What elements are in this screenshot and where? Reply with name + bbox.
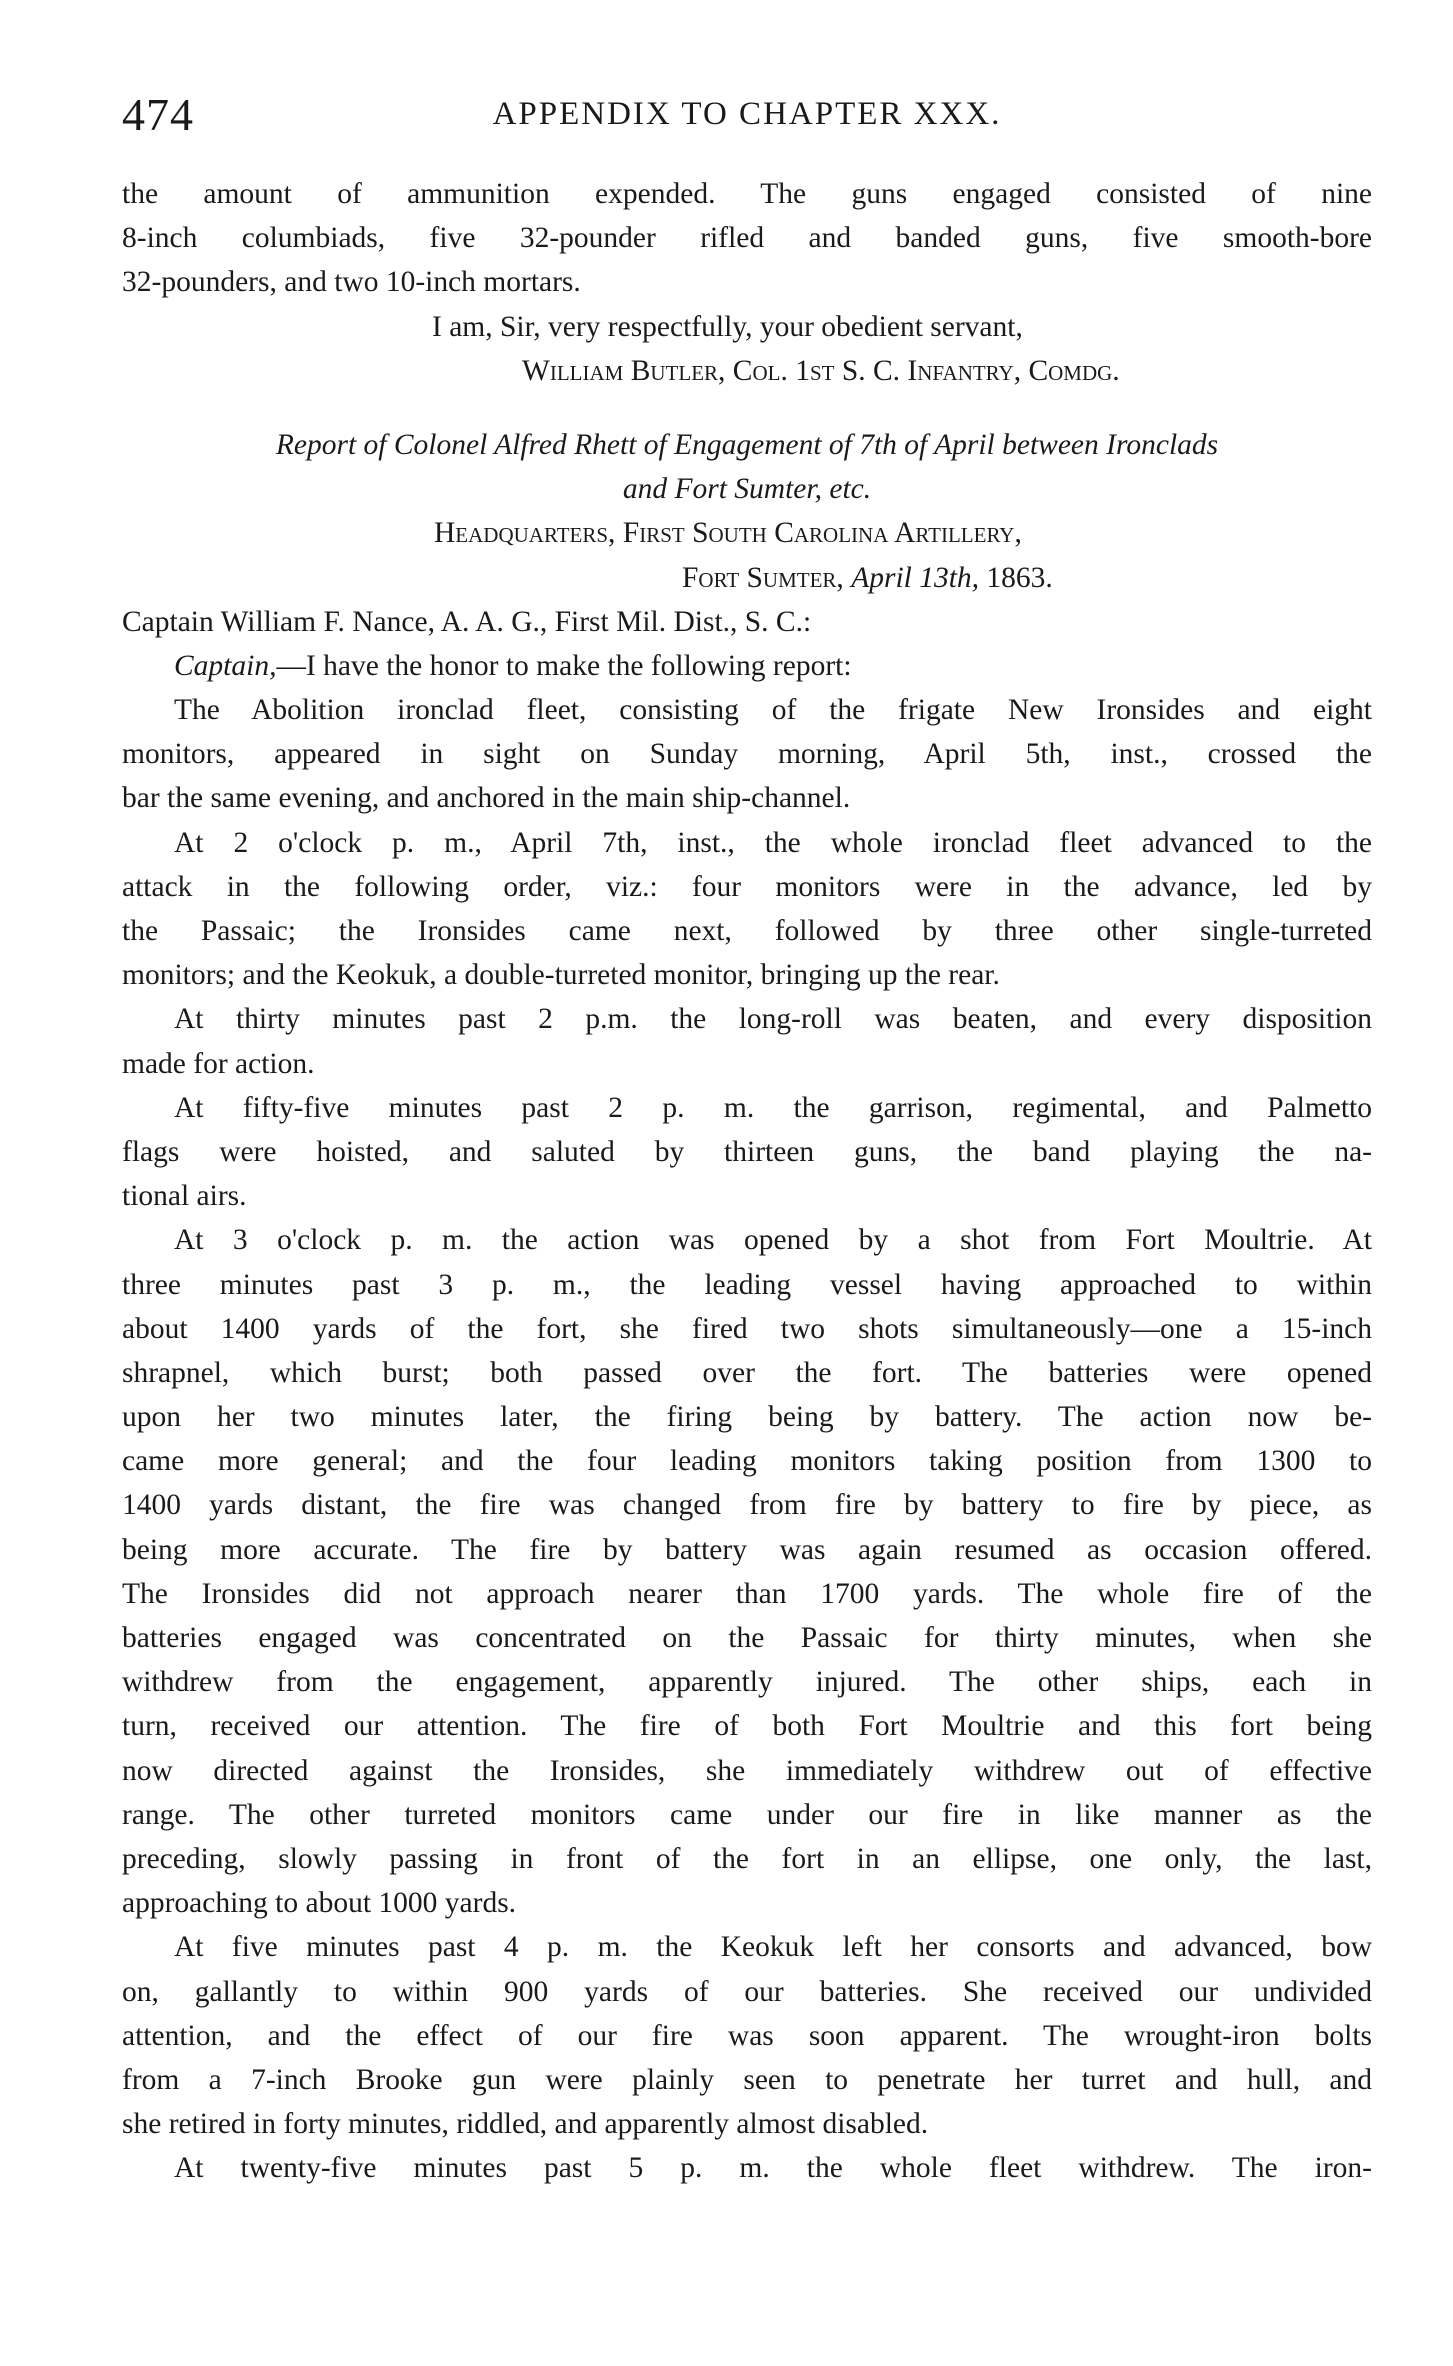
text-line: 1400 yards distant, the fire was changed from fire by battery to fire by piece, as — [122, 1489, 1372, 1522]
dateline — [122, 556, 1372, 600]
salutation-text: —I have the honor to make the following report: — [276, 649, 852, 682]
text-line: At 3 o'clock p. m. the action was opened by a shot from Fort Moultrie. At — [174, 1224, 1372, 1257]
text-line: from a 7-inch Brooke gun were plainly seen to penetrate her turret and hull, and — [122, 2063, 1372, 2096]
text-line: made for action. — [122, 1047, 315, 1080]
dateline-year: 1863. — [986, 561, 1053, 594]
text-line: on, gallantly to within 900 yards of our batteries. She received our undivided — [122, 1975, 1372, 2008]
report-heading-line2: and Fort Sumter, etc. — [622, 473, 872, 506]
text-line: bar the same evening, and anchored in the main ship-channel. — [122, 782, 851, 815]
body-text — [122, 172, 1372, 2190]
text-line: came more general; and the four leading monitors taking position from 1300 to — [122, 1445, 1372, 1478]
letter-signature: William Butler, Col. 1st S. C. Infantry, Comdg. — [522, 354, 1120, 387]
text-line: At fifty-five minutes past 2 p. m. the garrison, regimental, and Palmetto — [174, 1091, 1372, 1124]
text-line: At five minutes past 4 p. m. the Keokuk left her consorts and advanced, bow — [174, 1931, 1372, 1964]
text-line: about 1400 yards of the fort, she fired two shots simultaneously—one a 15-inch — [122, 1312, 1372, 1345]
text-line: range. The other turreted monitors came under our fire in like manner as the — [122, 1798, 1372, 1831]
text-line: the amount of ammunition expended. The guns engaged consisted of nine — [122, 178, 1372, 210]
page-number: 474 — [122, 89, 194, 140]
salutation-italic: Captain, — [174, 649, 277, 682]
text-line: attack in the following order, viz.: four monitors were in the advance, led by — [122, 870, 1372, 903]
text-line: turn, received our attention. The fire of both Fort Moultrie and this fort being — [122, 1710, 1372, 1743]
page-header — [122, 88, 1372, 141]
text-line: attention, and the effect of our fire was soon apparent. The wrought-iron bolts — [122, 2019, 1372, 2052]
text-line: monitors; and the Keokuk, a double-turreted monitor, bringing up the rear. — [122, 959, 1000, 992]
text-line: withdrew from the engagement, apparently injured. The other ships, each in — [122, 1666, 1372, 1699]
text-line: At 2 o'clock p. m., April 7th, inst., the whole ironclad fleet advanced to the — [174, 826, 1372, 859]
text-line: now directed against the Ironsides, she immediately withdrew out of effective — [122, 1754, 1372, 1787]
text-line: 8-inch columbiads, five 32-pounder rifled and banded guns, five smooth-bore — [122, 222, 1372, 255]
report-heading-line1: Report of Colonel Alfred Rhett of Engagement of 7th of April between Ironclads — [275, 428, 1219, 461]
text-line: approaching to about 1000 yards. — [122, 1887, 517, 1920]
text-line: tional airs. — [122, 1180, 247, 1213]
dateline-date: April 13th, — [851, 561, 980, 594]
text-line: she retired in forty minutes, riddled, and apparently almost disabled. — [122, 2108, 929, 2141]
addressee: Captain William F. Nance, A. A. G., First Mil. Dist., S. C.: — [122, 605, 812, 638]
text-line: The Abolition ironclad fleet, consisting of the frigate New Ironsides and eight — [174, 694, 1372, 727]
text-line: three minutes past 3 p. m., the leading vessel having approached to within — [122, 1268, 1372, 1301]
text-line: 32-pounders, and two 10-inch mortars. — [122, 266, 581, 299]
text-line: At thirty minutes past 2 p.m. the long-roll was beaten, and every disposition — [174, 1003, 1372, 1036]
text-line: shrapnel, which burst; both passed over the fort. The batteries were opened — [122, 1356, 1372, 1389]
text-line: At twenty-five minutes past 5 p. m. the whole fleet withdrew. The iron- — [174, 2152, 1372, 2185]
text-line: the Passaic; the Ironsides came next, followed by three other single-turreted — [122, 915, 1372, 947]
text-line: preceding, slowly passing in front of the fort in an ellipse, one only, the last, — [122, 1842, 1372, 1875]
running-title: APPENDIX TO CHAPTER XXX. — [492, 96, 1002, 132]
salutation — [122, 644, 1372, 688]
dateline-place: Fort Sumter, — [682, 561, 844, 594]
letter-closing: I am, Sir, very respectfully, your obedient servant, — [432, 310, 1023, 343]
headquarters-line: Headquarters, First South Carolina Artillery, — [434, 517, 1022, 550]
text-line: upon her two minutes later, the firing being by battery. The action now be- — [122, 1401, 1372, 1434]
text-line: batteries engaged was concentrated on the Passaic for thirty minutes, when she — [122, 1622, 1372, 1654]
text-line: flags were hoisted, and saluted by thirteen guns, the band playing the na- — [122, 1135, 1372, 1168]
text-line: The Ironsides did not approach nearer than 1700 yards. The whole fire of the — [122, 1577, 1372, 1610]
text-line: monitors, appeared in sight on Sunday morning, April 5th, inst., crossed the — [122, 738, 1372, 771]
text-line: being more accurate. The fire by battery was again resumed as occasion offered. — [122, 1533, 1372, 1566]
